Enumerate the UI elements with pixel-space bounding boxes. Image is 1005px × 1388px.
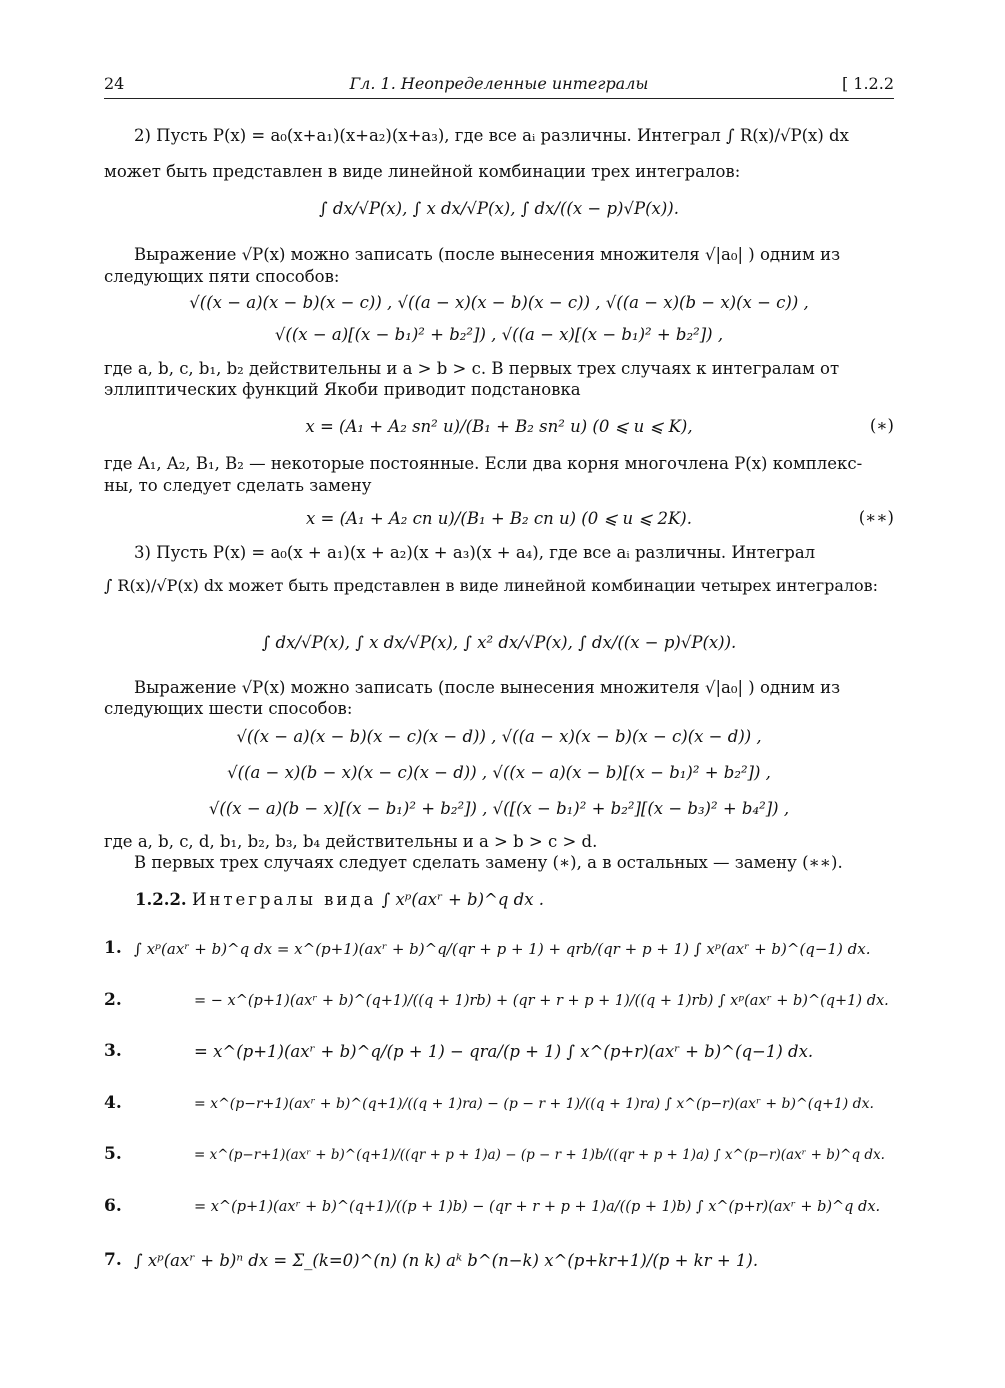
section-reference: [ 1.2.2	[841, 74, 894, 93]
text-line: где a, b, c, d, b₁, b₂, b₃, b₄ действительны и a > b > c > d.	[104, 832, 598, 851]
formula-item: = x^(p+1)(axʳ + b)^q/(p + 1) − qra/(p + 1) ∫ x^(p+r)(axʳ + b)^(q−1) dx.	[194, 1042, 814, 1061]
formula-line: √((x − a)(b − x)[(x − b₁)² + b₂²]) , √([(x − b₁)² + b₂²][(x − b₃)² + b₄²]) ,	[208, 799, 790, 818]
formula-item: ∫ xᵖ(axʳ + b)^q dx = x^(p+1)(axʳ + b)^q/(qr + p + 1) + qrb/(qr + p + 1) ∫ xᵖ(axʳ + b)^(q−1) dx.	[134, 940, 871, 958]
page-number: 24	[104, 74, 125, 93]
equation-tag: (∗)	[869, 416, 894, 435]
section-heading	[135, 890, 544, 909]
text-line: может быть представлен в виде линейной комбинации трех интегралов:	[104, 162, 741, 181]
formula-item: = x^(p+1)(axʳ + b)^(q+1)/((p + 1)b) − (qr + r + p + 1)a/((p + 1)b) ∫ x^(p+r)(axʳ + b)^q dx.	[194, 1199, 881, 1215]
formula-line: √((x − a)(x − b)(x − c)) , √((a − x)(x − b)(x − c)) , √((a − x)(b − x)(x − c)) ,	[189, 293, 809, 312]
formula-item: = x^(p−r+1)(axʳ + b)^(q+1)/((q + 1)ra) − (p − r + 1)/((q + 1)ra) ∫ x^(p−r)(axʳ + b)^(q+1) dx.	[194, 1096, 874, 1112]
text-line: В первых трех случаях следует сделать замену (∗), а в остальных — замену (∗∗).	[134, 853, 843, 872]
formula-line: √((x − a)(x − b)(x − c)(x − d)) , √((a − x)(x − b)(x − c)(x − d)) ,	[236, 727, 762, 746]
text-line: 2) Пусть P(x) = a₀(x+a₁)(x+a₂)(x+a₃), где все aᵢ различны. Интеграл ∫ R(x)/√P(x) dx	[134, 126, 849, 145]
formula-number: 3.	[104, 1041, 122, 1061]
formula-number: 5.	[104, 1144, 122, 1164]
text-line: ны, то следует сделать замену	[104, 476, 372, 495]
section-number: 1.2.2.	[135, 890, 187, 909]
running-title: Гл. 1. Неопределенные интегралы	[349, 74, 649, 93]
formula-item: ∫ xᵖ(axʳ + b)ⁿ dx = Σ_(k=0)^(n) (n k) aᵏ b^(n−k) x^(p+kr+1)/(p + kr + 1).	[134, 1251, 759, 1270]
text-line: где A₁, A₂, B₁, B₂ — некоторые постоянные. Если два корня многочлена P(x) комплекс-	[104, 454, 863, 473]
formula-number: 7.	[104, 1250, 122, 1270]
text-line: Выражение √P(x) можно записать (после вынесения множителя √|a₀| ) одним из	[134, 678, 841, 697]
formula-number: 6.	[104, 1196, 122, 1216]
formula-line: ∫ dx/√P(x), ∫ x dx/√P(x), ∫ dx/((x − p)√P(x)).	[319, 199, 679, 218]
section-formula: ∫ xᵖ(axʳ + b)^q dx .	[381, 890, 545, 909]
text-line: 3) Пусть P(x) = a₀(x + a₁)(x + a₂)(x + a₃)(x + a₄), где все aᵢ различны. Интеграл	[134, 543, 816, 562]
formula-line: x = (A₁ + A₂ sn² u)/(B₁ + B₂ sn² u) (0 ⩽ u ⩽ K),	[305, 417, 693, 436]
text-line: следующих пяти способов:	[104, 267, 340, 286]
text-line: Выражение √P(x) можно записать (после вынесения множителя √|a₀| ) одним из	[134, 245, 841, 264]
formula-line: x = (A₁ + A₂ cn u)/(B₁ + B₂ cn u) (0 ⩽ u ⩽ 2K).	[305, 509, 692, 528]
formula-number: 1.	[104, 938, 122, 958]
formula-item: = − x^(p+1)(axʳ + b)^(q+1)/((q + 1)rb) + (qr + r + p + 1)/((q + 1)rb) ∫ xᵖ(axʳ + b)^(q+1) dx.	[194, 993, 889, 1009]
text-line: ∫ R(x)/√P(x) dx может быть представлен в виде линейной комбинации четырех интегралов:	[104, 576, 879, 595]
formula-number: 4.	[104, 1093, 122, 1113]
page-header	[104, 74, 894, 99]
formula-number: 2.	[104, 990, 122, 1010]
formula-line: ∫ dx/√P(x), ∫ x dx/√P(x), ∫ x² dx/√P(x), ∫ dx/((x − p)√P(x)).	[261, 633, 737, 652]
equation-tag: (∗∗)	[858, 508, 894, 527]
text-line: следующих шести способов:	[104, 699, 353, 718]
text-line: эллиптических функций Якоби приводит подстановка	[104, 380, 581, 399]
formula-item: = x^(p−r+1)(axʳ + b)^(q+1)/((qr + p + 1)a) − (p − r + 1)b/((qr + p + 1)a) ∫ x^(p−r)(axʳ + b)^q dx.	[194, 1147, 885, 1163]
formula-line: √((a − x)(b − x)(x − c)(x − d)) , √((x − a)(x − b)[(x − b₁)² + b₂²]) ,	[227, 763, 771, 782]
section-title: Интегралы вида	[191, 890, 377, 909]
formula-line: √((x − a)[(x − b₁)² + b₂²]) , √((a − x)[(x − b₁)² + b₂²]) ,	[274, 325, 724, 344]
text-line: где a, b, c, b₁, b₂ действительны и a > b > c. В первых трех случаях к интегралам от	[104, 359, 840, 378]
